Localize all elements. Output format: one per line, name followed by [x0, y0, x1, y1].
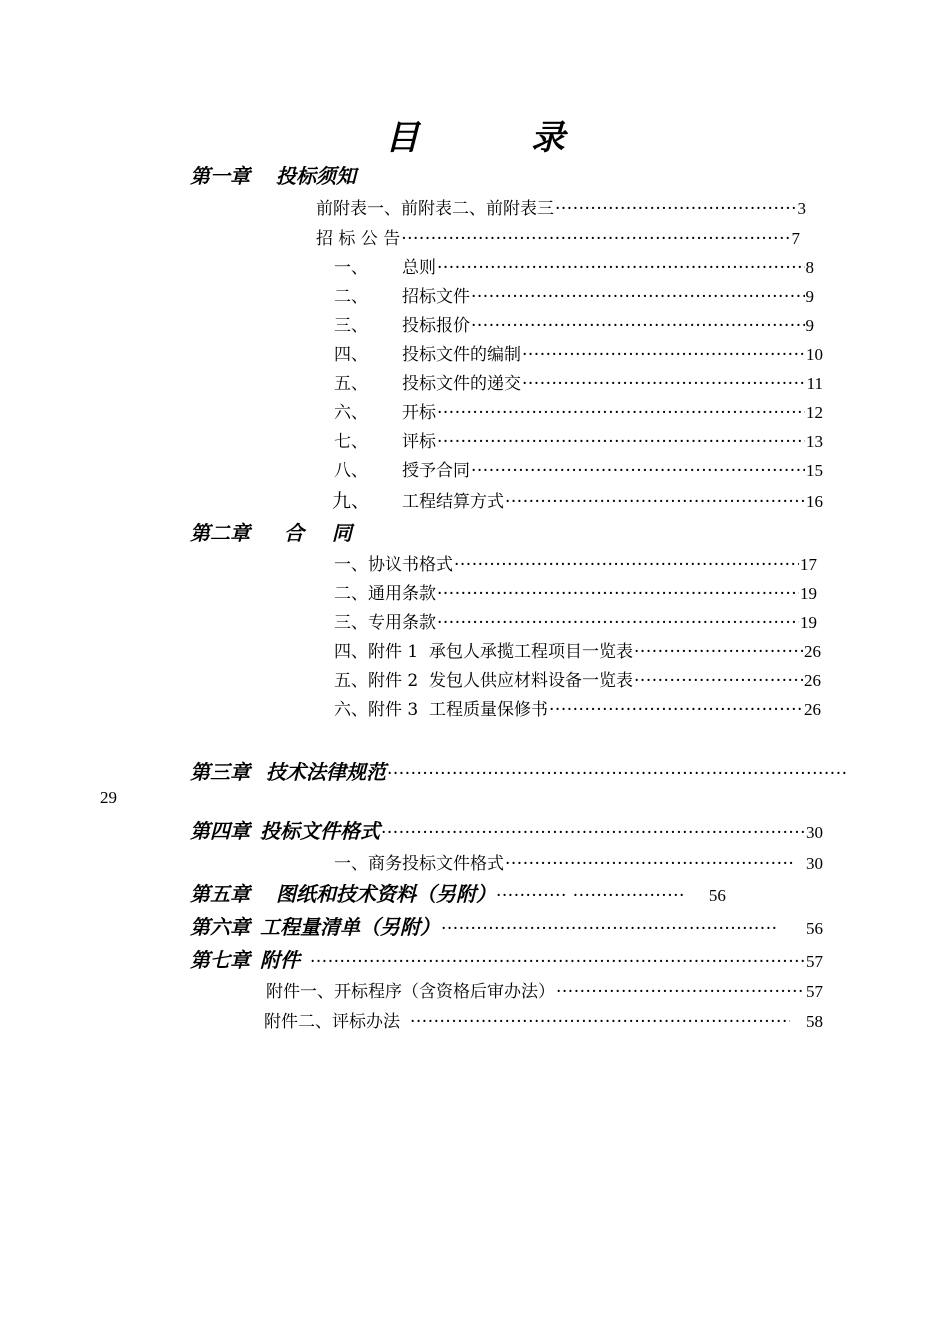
toc-entry[interactable] — [316, 224, 800, 249]
entry-text: 一、协议书格式 — [334, 555, 453, 575]
page-number: 30 — [806, 854, 823, 873]
page-number: 9 — [805, 287, 814, 306]
dot-leader — [437, 432, 805, 452]
chapter-label: 第一章 — [190, 164, 250, 188]
page-number: 16 — [806, 492, 823, 511]
page-number: 11 — [806, 374, 823, 393]
dot-leader — [454, 555, 799, 575]
dot-leader — [505, 492, 805, 512]
page-number: 26 — [804, 642, 821, 661]
toc-entry[interactable] — [334, 579, 817, 604]
section-mark: 五、 — [334, 374, 368, 394]
dot-leader — [387, 764, 849, 784]
dot-leader — [549, 700, 803, 720]
entry-text: 二、通用条款 — [334, 584, 436, 604]
section-text: 总则 — [402, 258, 436, 278]
chapter-title: 合 同 — [284, 521, 352, 545]
entry-text: 招 标 公 告 — [316, 229, 401, 249]
section-text: 投标文件的编制 — [402, 345, 521, 365]
dot-leader — [437, 258, 805, 278]
dot-leader — [410, 1012, 790, 1032]
toc-section[interactable] — [334, 456, 823, 481]
page-number: 9 — [805, 316, 814, 335]
chapter-7-heading[interactable] — [190, 944, 823, 973]
page-number: 26 — [804, 671, 821, 690]
entry-text: 附件一、开标程序（含资格后审办法） — [266, 982, 555, 1002]
chapter-label: 第二章 — [190, 521, 250, 545]
chapter-title: 附件 — [260, 948, 300, 972]
dot-leader — [441, 919, 778, 939]
toc-entry[interactable] — [334, 666, 821, 691]
entry-text: 五、附件 2 发包人供应材料设备一览表 — [334, 671, 634, 691]
page-number: 7 — [791, 229, 800, 248]
toc-entry[interactable] — [316, 194, 806, 219]
section-mark: 四、 — [334, 345, 368, 365]
page-number: 58 — [806, 1012, 823, 1031]
chapter-label: 第五章 — [190, 882, 250, 906]
chapter-title: 技术法律规范 — [266, 760, 386, 784]
page-number: 19 — [800, 584, 817, 603]
page-number: 19 — [800, 613, 817, 632]
dot-leader — [401, 229, 790, 249]
toc-entry[interactable] — [266, 977, 823, 1002]
chapter-label: 第三章 — [190, 760, 250, 784]
chapter-label: 第七章 — [190, 948, 250, 972]
chapter-title: 投标须知 — [276, 164, 356, 188]
section-mark: 八、 — [334, 461, 368, 481]
toc-entry[interactable] — [334, 608, 817, 633]
dot-leader — [310, 952, 805, 972]
chapter-6-heading[interactable] — [190, 911, 823, 940]
toc-section[interactable] — [334, 253, 814, 278]
toc-section[interactable] — [334, 311, 814, 336]
section-text: 工程结算方式 — [402, 492, 504, 512]
dot-leader — [437, 403, 805, 423]
dot-leader — [437, 584, 799, 604]
section-text: 开标 — [402, 403, 436, 423]
chapter-label: 第六章 — [190, 915, 250, 939]
chapter-3-heading[interactable] — [190, 756, 850, 785]
section-mark: 三、 — [334, 316, 368, 336]
entry-text: 六、附件 3 工程质量保修书 — [334, 700, 549, 720]
entry-text: 一、商务投标文件格式 — [334, 854, 504, 874]
page-number: 8 — [805, 258, 814, 277]
page-number: 15 — [806, 461, 823, 480]
dot-leader — [437, 613, 799, 633]
section-text: 评标 — [402, 432, 436, 452]
toc-section[interactable] — [332, 486, 823, 513]
section-text: 投标报价 — [402, 316, 470, 336]
chapter-3-page — [100, 788, 117, 808]
toc-entry[interactable] — [334, 550, 817, 575]
section-mark: 六、 — [334, 403, 368, 423]
toc-entry[interactable] — [334, 637, 821, 662]
chapter-4-heading[interactable] — [190, 815, 823, 844]
section-text: 授予合同 — [402, 461, 470, 481]
page-number: 13 — [806, 432, 823, 451]
toc-section[interactable] — [334, 369, 823, 394]
chapter-title: 投标文件格式 — [260, 819, 380, 843]
dot-leader — [555, 199, 797, 219]
page-number: 10 — [806, 345, 823, 364]
toc-section[interactable] — [334, 427, 823, 452]
page-number: 30 — [806, 823, 823, 842]
section-text: 投标文件的递交 — [402, 374, 521, 394]
page-title: 目 录 — [385, 118, 615, 158]
dot-leader — [471, 316, 805, 336]
page-number: 29 — [100, 788, 117, 807]
page-number: 57 — [806, 982, 823, 1001]
toc-section[interactable] — [334, 282, 814, 307]
section-mark: 二、 — [334, 287, 368, 307]
page-number: 17 — [800, 555, 817, 574]
dot-leader — [634, 642, 803, 662]
section-mark: 七、 — [334, 432, 368, 452]
chapter-title: 工程量清单（另附） — [260, 915, 440, 939]
toc-section[interactable] — [334, 340, 823, 365]
dot-leader — [556, 982, 805, 1002]
section-mark: 九、 — [332, 490, 371, 512]
chapter-label: 第四章 — [190, 819, 250, 843]
page-number: 56 — [708, 886, 726, 905]
chapter-1-heading — [190, 160, 356, 189]
dot-leader — [381, 823, 805, 843]
page-number: 57 — [806, 952, 823, 971]
toc-entry[interactable] — [334, 695, 821, 720]
dot-leader — [471, 287, 805, 307]
entry-text: 四、附件 1 承包人承揽工程项目一览表 — [334, 642, 634, 662]
dot-leader — [505, 854, 794, 874]
chapter-title: 图纸和技术资料（另附） — [276, 882, 496, 906]
dot-leader — [522, 374, 806, 394]
dot-leader: ············ ··················· — [496, 886, 685, 906]
page-number: 56 — [806, 919, 823, 938]
page-number: 3 — [797, 199, 806, 218]
page-number: 26 — [804, 700, 821, 719]
entry-text: 前附表一、前附表二、前附表三 — [316, 199, 554, 219]
dot-leader — [522, 345, 805, 365]
chapter-5-heading[interactable] — [190, 878, 726, 907]
entry-text: 三、专用条款 — [334, 613, 436, 633]
page-number: 12 — [806, 403, 823, 422]
entry-text: 附件二、评标办法 — [264, 1012, 400, 1032]
toc-entry[interactable] — [334, 849, 823, 874]
section-mark: 一、 — [334, 258, 368, 278]
section-text: 招标文件 — [402, 287, 470, 307]
dot-leader — [634, 671, 803, 691]
dot-leader — [471, 461, 805, 481]
toc-entry[interactable] — [264, 1007, 823, 1032]
toc-section[interactable] — [334, 398, 823, 423]
chapter-2-heading — [190, 517, 352, 546]
